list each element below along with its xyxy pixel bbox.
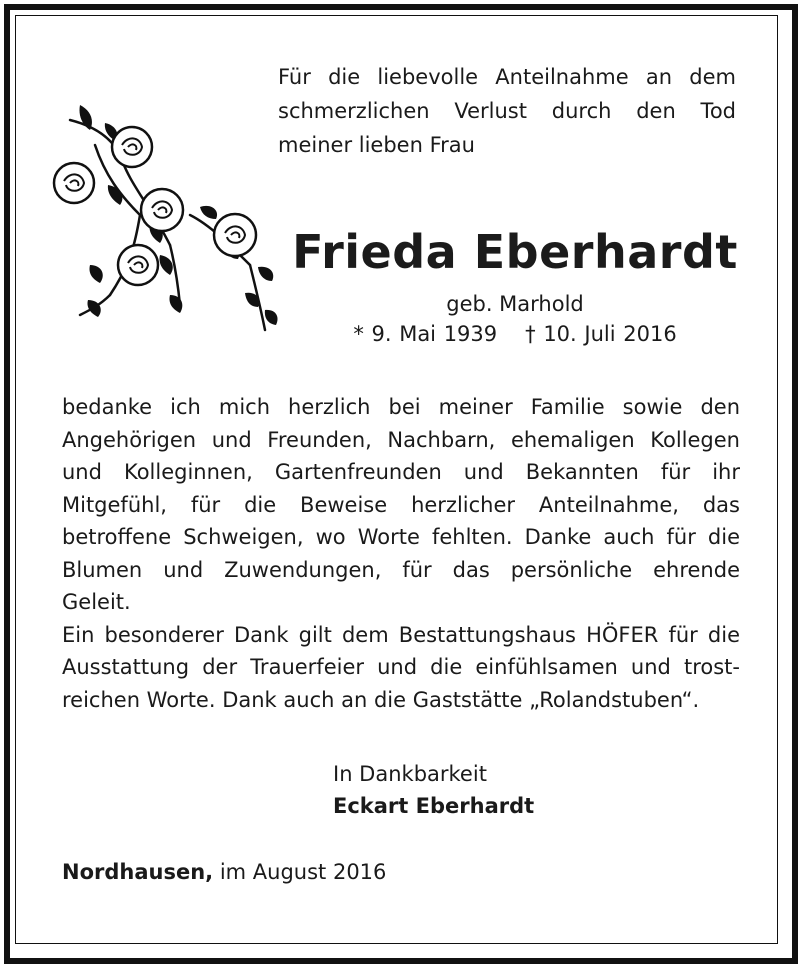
intro-text (278, 60, 736, 162)
thanks-text (62, 391, 740, 716)
thanks-line: Ausstattung der Trauerfeier und die einfühlsamen und trost- (62, 655, 740, 679)
intro-line: schmerzlichen Verlust durch den Tod (278, 99, 736, 123)
intro-line: Für die liebevolle Anteilnahme an dem (278, 65, 736, 89)
maiden-name: geb. Marhold (446, 292, 584, 316)
thanks-line: betroffene Schweigen, wo Worte fehlten. Danke auch für die (62, 525, 740, 549)
thanks-line: Mitgefühl, für die Beweise herzlicher Anteilnahme, das (62, 492, 740, 517)
death-date: † 10. Juli 2016 (525, 322, 677, 346)
life-dates (290, 322, 740, 346)
closing-phrase: In Dankbarkeit (333, 762, 487, 786)
birth-date: * 9. Mai 1939 (353, 322, 498, 346)
roses-illustration-icon (50, 95, 290, 335)
deceased-name: Frieda Eberhardt (292, 225, 738, 279)
thanks-line: Angehörigen und Freunden, Nachbarn, ehemaligen Kollegen (62, 427, 740, 452)
thanks-line: bedanke ich mich herzlich bei meiner Familie sowie den (62, 395, 740, 419)
place-date (62, 860, 386, 884)
signer-name: Eckart Eberhardt (333, 794, 535, 818)
thanks-line: Blumen und Zuwendungen, für das persönliche ehrende (62, 557, 740, 582)
place-city: Nordhausen, (62, 860, 214, 884)
thanks-line: und Kolleginnen, Gartenfreunden und Bekannten für ihr (62, 460, 740, 484)
thanks-line: Ein besonderer Dank gilt dem Bestattungshaus HÖFER für die (62, 622, 740, 647)
closing-block (333, 758, 534, 822)
place-date-text: im August 2016 (219, 860, 387, 884)
thanks-line: Geleit. (62, 590, 131, 614)
intro-line: meiner lieben Frau (278, 133, 475, 157)
thanks-line: reichen Worte. Dank auch an die Gaststätte „Rolandstuben“. (62, 687, 700, 712)
